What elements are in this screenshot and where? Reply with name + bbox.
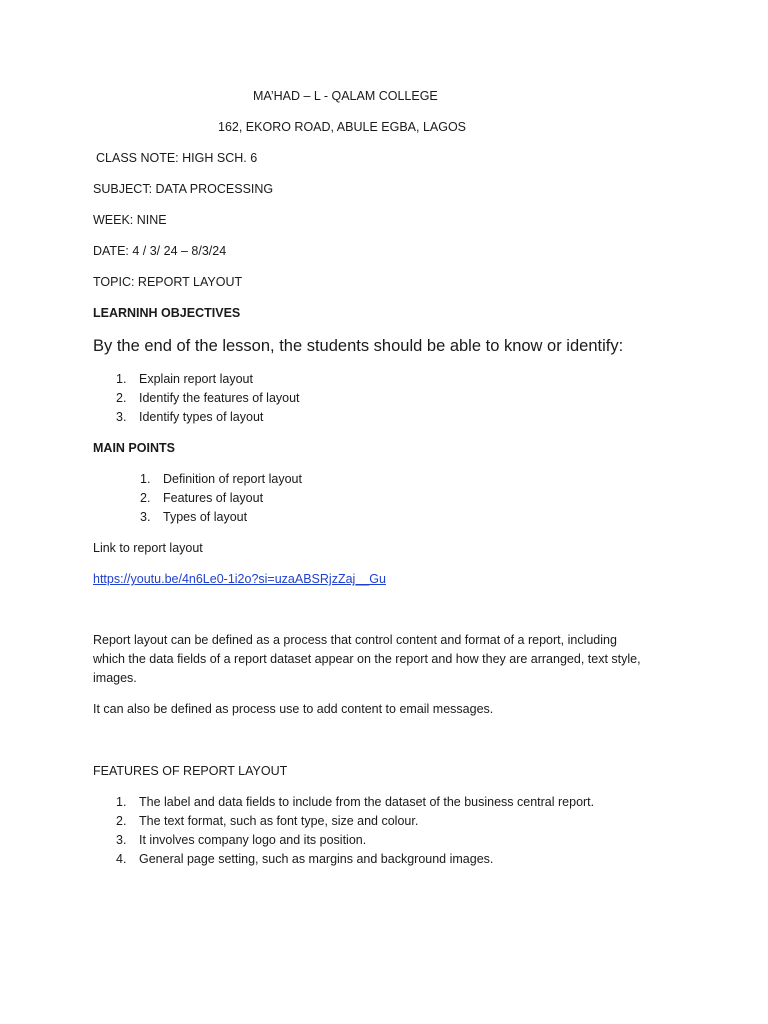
list-number: 3. [116, 410, 127, 424]
week: WEEK: NINE [93, 213, 167, 227]
list-item [140, 471, 680, 490]
definition-line-3: images. [93, 671, 137, 685]
list-text: It involves company logo and its position. [139, 833, 367, 847]
list-text: The label and data fields to include from the dataset of the business central report. [139, 795, 595, 809]
list-text: Identify types of layout [139, 410, 264, 424]
objectives-intro: By the end of the lesson, the students should be able to know or identify: [93, 337, 624, 355]
main-points-list [140, 471, 680, 528]
definition-line-1: Report layout can be defined as a process that control content and format of a report, including [93, 633, 617, 647]
list-text: The text format, such as font type, size and colour. [139, 814, 419, 828]
subject: SUBJECT: DATA PROCESSING [93, 182, 274, 196]
main-points-heading: MAIN POINTS [93, 441, 175, 455]
list-number: 1. [116, 372, 127, 386]
list-item [140, 509, 680, 528]
link-label: Link to report layout [93, 541, 203, 555]
list-item [116, 390, 676, 409]
list-number: 2. [116, 814, 127, 828]
list-number: 1. [116, 795, 127, 809]
list-text: Explain report layout [139, 372, 253, 386]
class-note: CLASS NOTE: HIGH SCH. 6 [96, 151, 258, 165]
date: DATE: 4 / 3/ 24 – 8/3/24 [93, 244, 227, 258]
list-number: 4. [116, 852, 127, 866]
list-item [116, 794, 716, 813]
list-text: General page setting, such as margins and background images. [139, 852, 494, 866]
list-item [116, 832, 716, 851]
youtube-link[interactable]: https://youtu.be/4n6Le0-1i2o?si=uzaABSRjzZaj__Gu [93, 572, 386, 586]
list-item [116, 813, 716, 832]
list-text: Types of layout [163, 510, 248, 524]
list-number: 1. [140, 472, 151, 486]
definition-line-2: which the data fields of a report dataset appear on the report and how they are arranged, text style, [93, 652, 641, 666]
school-name: MA’HAD – L - QALAM COLLEGE [253, 89, 438, 103]
topic: TOPIC: REPORT LAYOUT [93, 275, 243, 289]
list-item [140, 490, 680, 509]
school-address: 162, EKORO ROAD, ABULE EGBA, LAGOS [218, 120, 467, 134]
list-item [116, 371, 676, 390]
objectives-list [116, 371, 676, 428]
features-list [116, 794, 716, 870]
list-number: 2. [140, 491, 151, 505]
objectives-heading: LEARNINH OBJECTIVES [93, 306, 241, 320]
list-item [116, 409, 676, 428]
list-text: Features of layout [163, 491, 264, 505]
list-number: 3. [140, 510, 151, 524]
definition-also: It can also be defined as process use to add content to email messages. [93, 702, 494, 716]
list-text: Definition of report layout [163, 472, 302, 486]
features-heading: FEATURES OF REPORT LAYOUT [93, 764, 288, 778]
list-number: 2. [116, 391, 127, 405]
list-item [116, 851, 716, 870]
list-number: 3. [116, 833, 127, 847]
list-text: Identify the features of layout [139, 391, 300, 405]
